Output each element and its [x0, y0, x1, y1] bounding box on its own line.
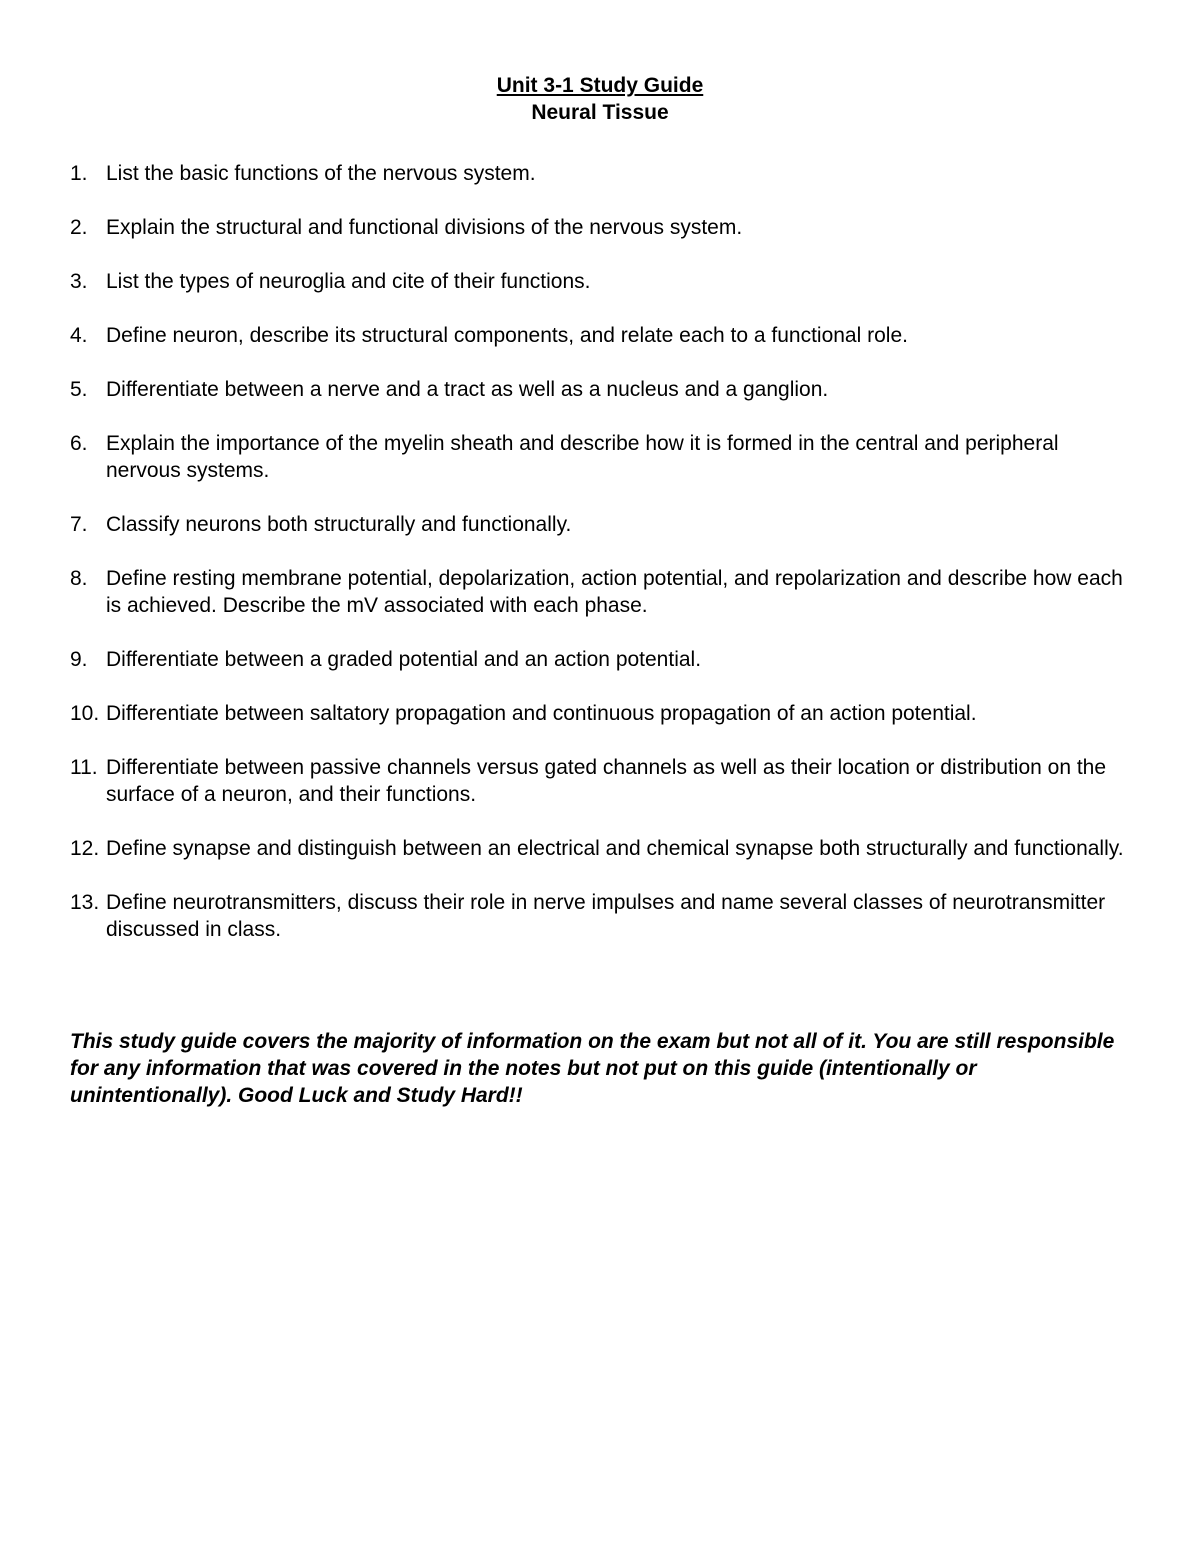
- question-list: [70, 160, 1130, 970]
- document-title: Unit 3-1 Study Guide: [496, 74, 704, 97]
- question-item: [70, 700, 1130, 727]
- question-number: 9.: [70, 648, 88, 671]
- question-number: 6.: [70, 432, 88, 455]
- question-number: 11.: [70, 756, 98, 779]
- question-number: 7.: [70, 513, 88, 536]
- question-number: 12.: [70, 837, 100, 860]
- question-number: 1.: [70, 162, 88, 185]
- question-text: List the types of neuroglia and cite of their functions.: [106, 270, 591, 293]
- question-text: Define neurotransmitters, discuss their role in nerve impulses and name several classes of neurotransmitter discussed in class.: [106, 891, 1106, 941]
- question-text: Classify neurons both structurally and functionally.: [106, 513, 572, 536]
- question-item: [70, 214, 1130, 241]
- question-item: [70, 430, 1130, 484]
- question-text: Differentiate between a graded potential and an action potential.: [106, 648, 702, 671]
- question-number: 13.: [70, 891, 100, 914]
- question-text: List the basic functions of the nervous system.: [106, 162, 536, 185]
- question-item: [70, 322, 1130, 349]
- question-item: [70, 565, 1130, 619]
- closing-note: This study guide covers the majority of information on the exam but not all of it. You are still responsible for any information that was covered in the notes but not put on this guide (intentionally or unintentionally). Good Luck and Study Hard!!: [70, 1030, 1115, 1107]
- document-subtitle: Neural Tissue: [531, 101, 669, 124]
- question-number: 10.: [70, 702, 100, 725]
- question-item: [70, 889, 1130, 943]
- question-text: Define resting membrane potential, depolarization, action potential, and repolarization and describe how each is achieved. Describe the mV associated with each phase.: [106, 567, 1123, 617]
- question-text: Define synapse and distinguish between an electrical and chemical synapse both structurally and functionally.: [106, 837, 1124, 860]
- question-number: 8.: [70, 567, 88, 590]
- question-number: 3.: [70, 270, 88, 293]
- document-header: [0, 72, 1200, 126]
- question-text: Differentiate between passive channels versus gated channels as well as their location or distribution on the surface of a neuron, and their functions.: [106, 756, 1107, 806]
- question-item: [70, 754, 1130, 808]
- question-item: [70, 268, 1130, 295]
- question-item: [70, 835, 1130, 862]
- question-text: Explain the importance of the myelin sheath and describe how it is formed in the central and peripheral nervous systems.: [106, 432, 1059, 482]
- question-number: 5.: [70, 378, 88, 401]
- question-item: [70, 376, 1130, 403]
- question-item: [70, 160, 1130, 187]
- question-item: [70, 511, 1130, 538]
- question-text: Explain the structural and functional divisions of the nervous system.: [106, 216, 743, 239]
- question-text: Define neuron, describe its structural components, and relate each to a functional role.: [106, 324, 908, 347]
- question-text: Differentiate between saltatory propagation and continuous propagation of an action potential.: [106, 702, 977, 725]
- question-text: Differentiate between a nerve and a tract as well as a nucleus and a ganglion.: [106, 378, 829, 401]
- question-number: 4.: [70, 324, 88, 347]
- question-number: 2.: [70, 216, 88, 239]
- question-item: [70, 646, 1130, 673]
